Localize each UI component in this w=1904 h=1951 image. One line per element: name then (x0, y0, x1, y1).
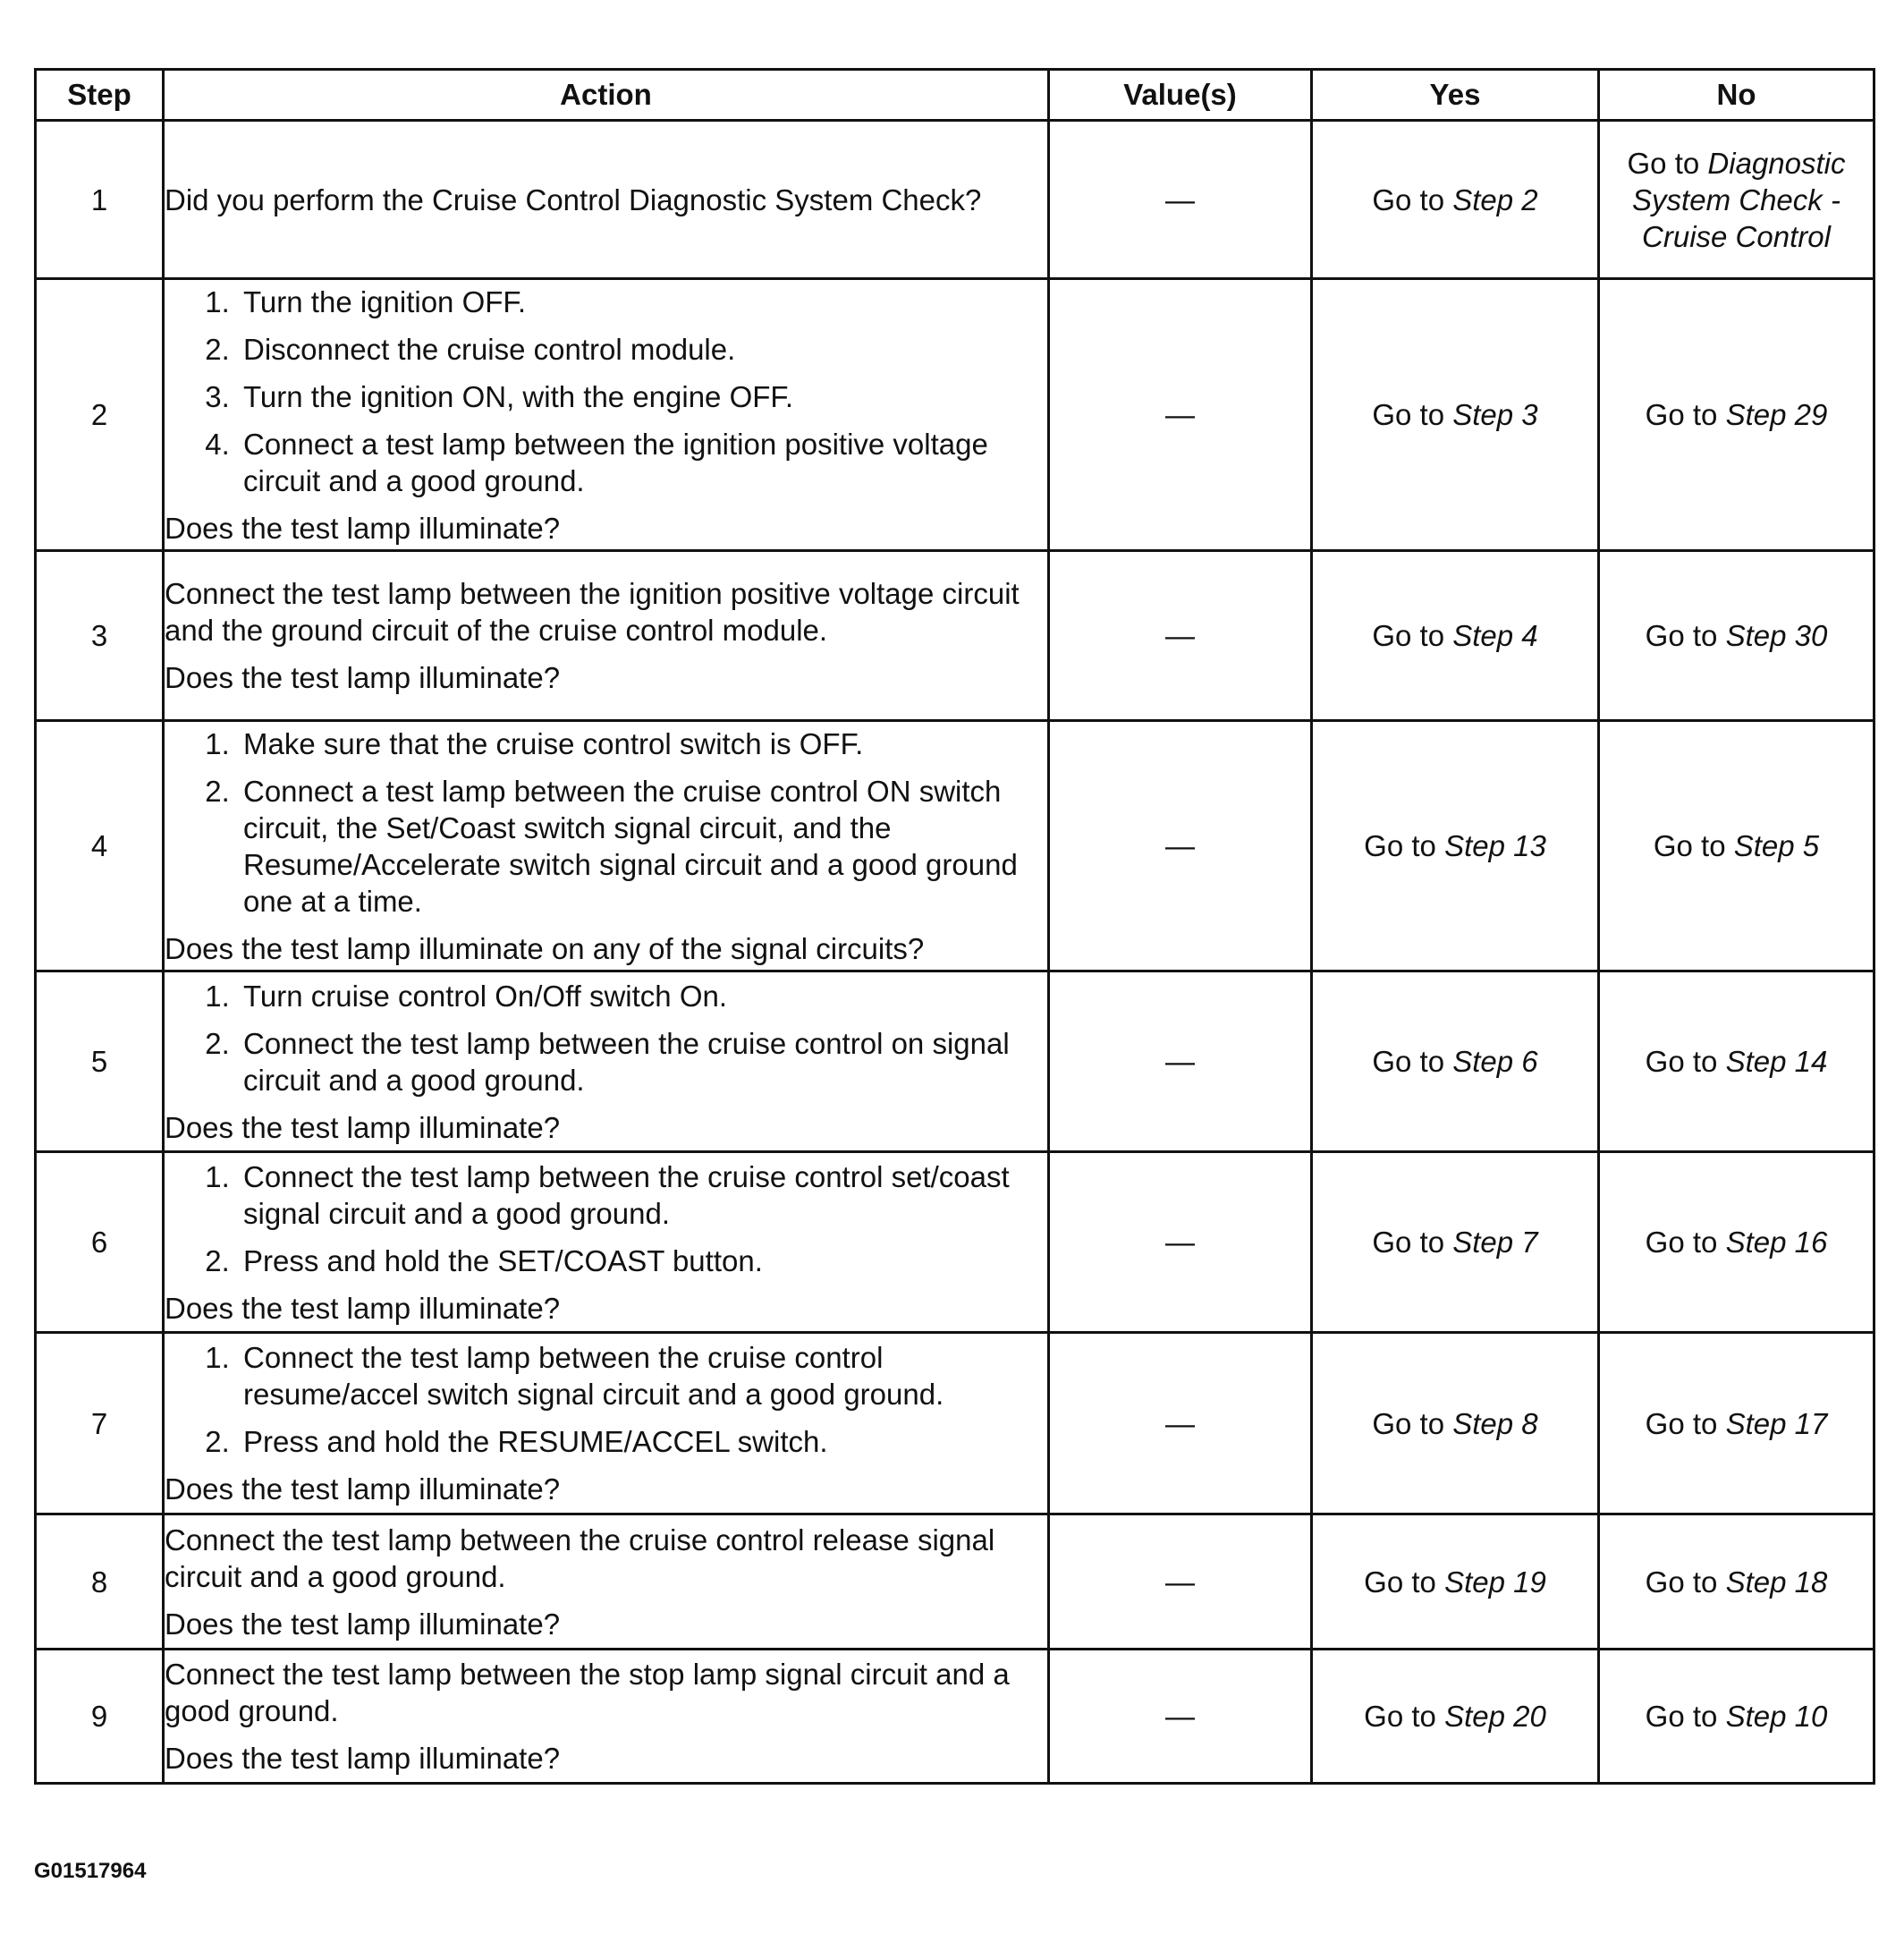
yes-cell (1312, 121, 1599, 279)
action-substeps (165, 725, 1047, 920)
action-cell (164, 721, 1049, 971)
diagnostic-table (34, 68, 1875, 1785)
action-substep: 4. Connect a test lamp between the ignition positive voltage circuit and a good ground. (238, 426, 1047, 499)
yes-step-ref: Step 19 (1444, 1565, 1546, 1599)
step-number: 3 (36, 551, 164, 721)
yes-lead: Go to (1372, 1226, 1453, 1259)
action-substeps (165, 1158, 1047, 1279)
diagnostic-table-container (34, 68, 1873, 1785)
step-number: 2 (36, 279, 164, 551)
yes-step-ref: Step 13 (1444, 829, 1546, 862)
action-question: Does the test lamp illuminate on any of the signal circuits? (165, 931, 925, 965)
header-values: Value(s) (1049, 70, 1312, 121)
no-cell (1599, 551, 1874, 721)
yes-lead: Go to (1364, 1565, 1445, 1599)
value-cell: — (1049, 1514, 1312, 1650)
no-lead: Go to (1645, 1565, 1726, 1599)
action-cell (164, 1333, 1049, 1514)
yes-cell (1312, 279, 1599, 551)
action-cell (164, 551, 1049, 721)
action-question: Does the test lamp illuminate? (165, 1472, 561, 1506)
yes-lead: Go to (1364, 829, 1445, 862)
step-number: 5 (36, 971, 164, 1152)
action-cell (164, 121, 1049, 279)
table-row (36, 1152, 1874, 1333)
step-number: 8 (36, 1514, 164, 1650)
no-step-ref: Step 10 (1725, 1700, 1828, 1733)
table-row (36, 1333, 1874, 1514)
no-lead: Go to (1645, 1226, 1726, 1259)
no-cell (1599, 121, 1874, 279)
action-substeps (165, 1339, 1047, 1460)
table-row (36, 1650, 1874, 1784)
no-cell (1599, 1333, 1874, 1514)
no-cell (1599, 971, 1874, 1152)
no-step-ref: Step 14 (1725, 1045, 1828, 1078)
action-substep: 3. Turn the ignition ON, with the engine OFF. (238, 378, 1047, 415)
action-question: Does the test lamp illuminate? (165, 1742, 561, 1775)
action-substep: 1. Turn cruise control On/Off switch On. (238, 978, 1047, 1014)
step-number: 9 (36, 1650, 164, 1784)
value-cell: — (1049, 551, 1312, 721)
yes-step-ref: Step 2 (1452, 182, 1538, 216)
no-cell (1599, 1514, 1874, 1650)
no-step-ref: Step 29 (1725, 398, 1828, 431)
table-row (36, 1514, 1874, 1650)
action-cell (164, 971, 1049, 1152)
yes-cell (1312, 1152, 1599, 1333)
no-lead: Go to (1645, 619, 1726, 652)
value-cell: — (1049, 1650, 1312, 1784)
table-header-row (36, 70, 1874, 121)
step-number: 4 (36, 721, 164, 971)
table-row (36, 971, 1874, 1152)
action-substep: 1. Make sure that the cruise control switch is OFF. (238, 725, 1047, 762)
yes-cell (1312, 1333, 1599, 1514)
yes-cell (1312, 551, 1599, 721)
no-step-ref: Step 16 (1725, 1226, 1828, 1259)
action-substeps (165, 978, 1047, 1098)
yes-step-ref: Step 20 (1444, 1700, 1546, 1733)
no-step-ref: Step 17 (1725, 1406, 1828, 1440)
yes-cell (1312, 971, 1599, 1152)
step-number: 1 (36, 121, 164, 279)
yes-step-ref: Step 8 (1452, 1406, 1538, 1440)
yes-lead: Go to (1364, 1700, 1445, 1733)
action-substep: 1. Connect the test lamp between the cruise control resume/accel switch signal circuit and a good ground. (238, 1339, 1047, 1412)
no-cell (1599, 1152, 1874, 1333)
yes-step-ref: Step 7 (1452, 1226, 1538, 1259)
action-substep: 1. Connect the test lamp between the cruise control set/coast signal circuit and a good ground. (238, 1158, 1047, 1232)
action-substep: 2. Connect the test lamp between the cruise control on signal circuit and a good ground. (238, 1025, 1047, 1098)
action-question: Does the test lamp illuminate? (165, 1291, 561, 1325)
action-question: Does the test lamp illuminate? (165, 1110, 561, 1144)
yes-step-ref: Step 6 (1452, 1045, 1538, 1078)
action-intro: Did you perform the Cruise Control Diagnostic System Check? (165, 182, 982, 216)
header-yes: Yes (1312, 70, 1599, 121)
yes-step-ref: Step 3 (1452, 398, 1538, 431)
table-row (36, 721, 1874, 971)
value-cell: — (1049, 279, 1312, 551)
header-no: No (1599, 70, 1874, 121)
value-cell: — (1049, 1333, 1312, 1514)
yes-lead: Go to (1372, 1045, 1453, 1078)
header-step: Step (36, 70, 164, 121)
value-cell: — (1049, 971, 1312, 1152)
action-substep: 2. Connect a test lamp between the cruise control ON switch circuit, the Set/Coast switch signal circuit, and the Resume/Accelerate switch signal circuit and a good ground one at a time. (238, 773, 1047, 920)
action-cell (164, 1152, 1049, 1333)
yes-cell (1312, 1514, 1599, 1650)
no-step-ref: Step 30 (1725, 619, 1828, 652)
value-cell: — (1049, 721, 1312, 971)
action-question: Does the test lamp illuminate? (165, 1607, 561, 1641)
action-intro: Connect the test lamp between the cruise control release signal circuit and a good ground. (165, 1523, 995, 1593)
no-lead: Go to (1627, 146, 1708, 180)
action-cell (164, 1650, 1049, 1784)
action-substep: 1. Turn the ignition OFF. (238, 284, 1047, 320)
table-row (36, 121, 1874, 279)
no-cell (1599, 721, 1874, 971)
table-row (36, 551, 1874, 721)
yes-lead: Go to (1372, 182, 1453, 216)
step-number: 7 (36, 1333, 164, 1514)
action-cell (164, 1514, 1049, 1650)
value-cell: — (1049, 121, 1312, 279)
action-question: Does the test lamp illuminate? (165, 511, 561, 545)
no-cell (1599, 1650, 1874, 1784)
figure-id: G01517964 (34, 1859, 147, 1883)
no-step-ref: Step 18 (1725, 1565, 1828, 1599)
yes-lead: Go to (1372, 398, 1453, 431)
no-step-ref: Step 5 (1733, 829, 1820, 862)
table-row (36, 279, 1874, 551)
action-intro: Connect the test lamp between the stop lamp signal circuit and a good ground. (165, 1658, 1010, 1727)
action-intro: Connect the test lamp between the ignition positive voltage circuit and the ground circuit of the cruise control module. (165, 577, 1020, 647)
yes-lead: Go to (1372, 619, 1453, 652)
no-lead: Go to (1645, 1045, 1726, 1078)
step-number: 6 (36, 1152, 164, 1333)
action-cell (164, 279, 1049, 551)
yes-lead: Go to (1372, 1406, 1453, 1440)
no-lead: Go to (1653, 829, 1734, 862)
yes-cell (1312, 721, 1599, 971)
action-substeps (165, 284, 1047, 499)
no-cell (1599, 279, 1874, 551)
no-lead: Go to (1645, 1700, 1726, 1733)
header-action: Action (164, 70, 1049, 121)
table-body (36, 121, 1874, 1784)
yes-step-ref: Step 4 (1452, 619, 1538, 652)
action-substep: 2. Press and hold the SET/COAST button. (238, 1243, 1047, 1279)
no-lead: Go to (1645, 1406, 1726, 1440)
action-question: Does the test lamp illuminate? (165, 661, 561, 694)
no-lead: Go to (1645, 398, 1726, 431)
no-step-ref: Diagnostic System Check - Cruise Control (1632, 146, 1846, 253)
action-substep: 2. Disconnect the cruise control module. (238, 331, 1047, 368)
yes-cell (1312, 1650, 1599, 1784)
action-substep: 2. Press and hold the RESUME/ACCEL switch. (238, 1423, 1047, 1460)
value-cell: — (1049, 1152, 1312, 1333)
